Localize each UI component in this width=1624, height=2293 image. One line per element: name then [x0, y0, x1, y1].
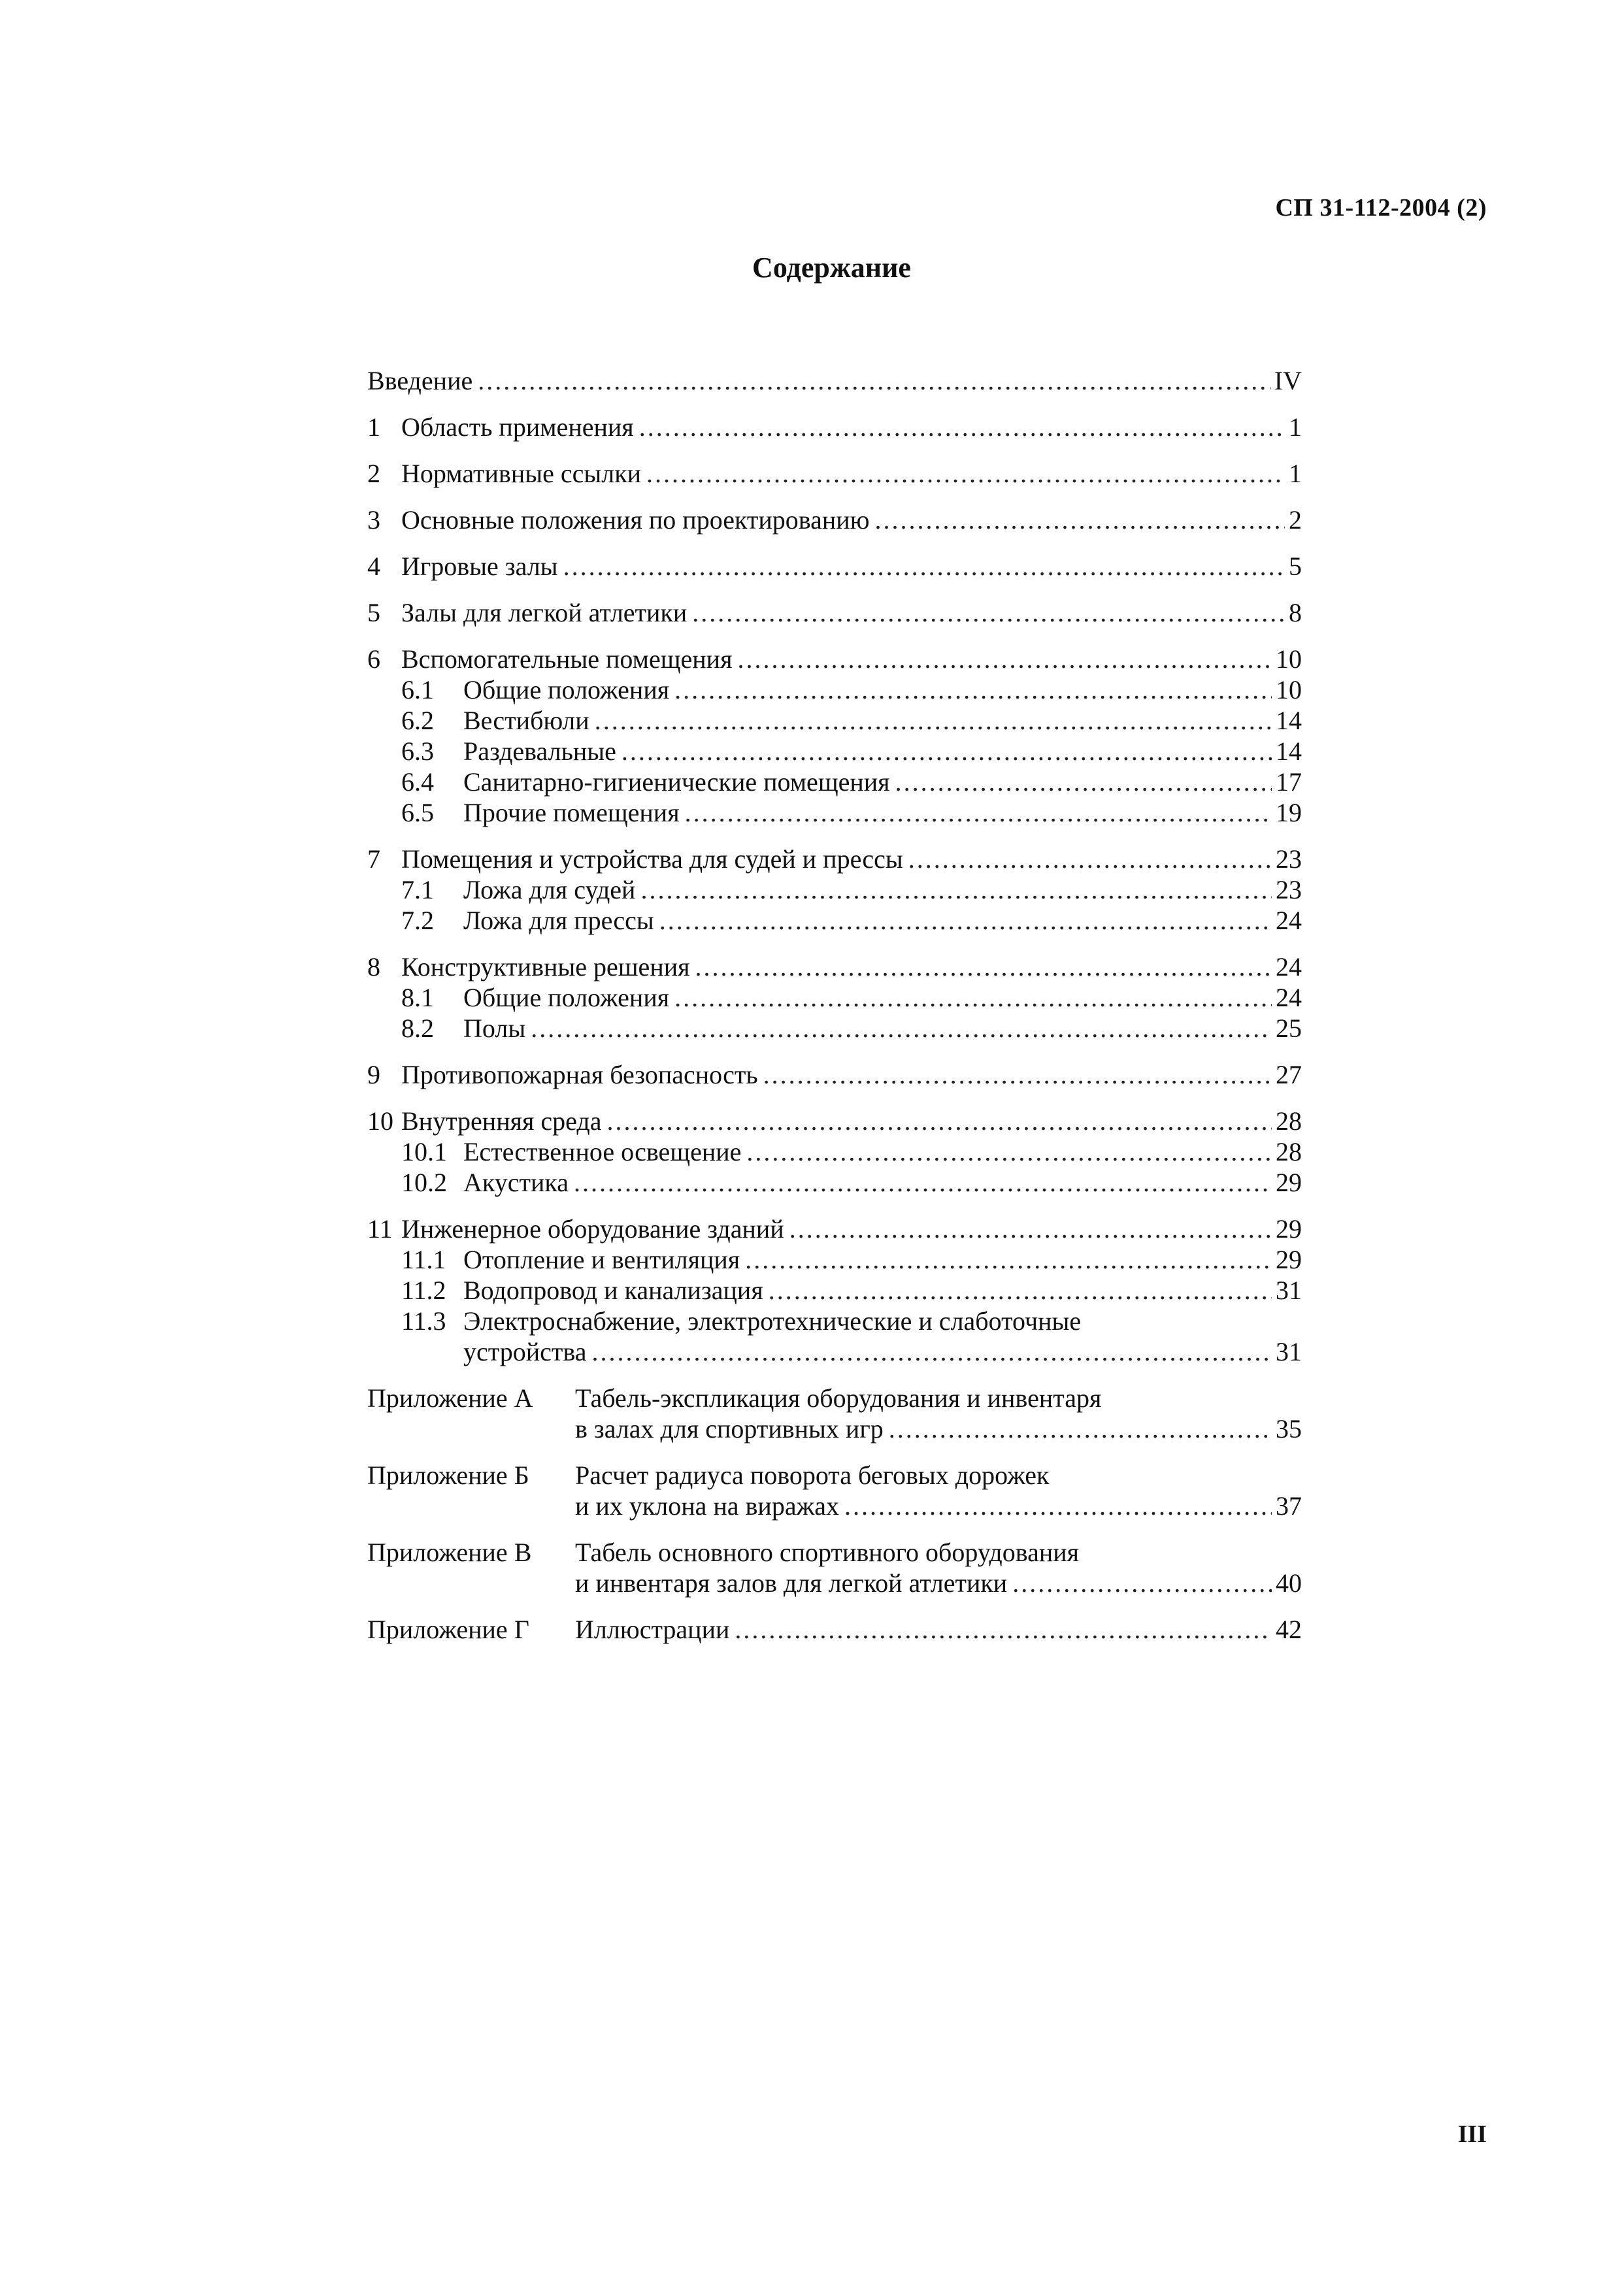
leader-dots [659, 905, 1272, 936]
toc-title: Внутренняя среда [401, 1106, 602, 1136]
toc-entry-1[interactable] [367, 412, 1302, 442]
toc-page: 24 [1276, 952, 1302, 982]
toc-number: 6.3 [401, 736, 434, 766]
toc-title: и их уклона на виражах [575, 1491, 839, 1521]
toc-title: Нормативные ссылки [401, 459, 642, 488]
toc-title: Залы для легкой атлетики [401, 598, 688, 627]
toc-title: Общие положения [463, 675, 670, 704]
toc-entry-10-2[interactable] [367, 1167, 1302, 1198]
toc-entry-7-1[interactable] [367, 874, 1302, 905]
toc-title: в залах для спортивных игр [575, 1414, 884, 1443]
toc-number: 11 [367, 1214, 393, 1244]
toc-page: 2 [1289, 505, 1302, 535]
leader-dots [639, 412, 1285, 442]
toc-number: 4 [367, 552, 380, 581]
toc-number: 7.2 [401, 906, 434, 935]
toc-number: 8 [367, 952, 380, 982]
toc-page: 24 [1276, 983, 1302, 1012]
leader-dots [1012, 1568, 1272, 1598]
toc-number: 11.3 [401, 1306, 446, 1336]
toc-entry-6-5[interactable] [367, 797, 1302, 828]
toc-title: Ложа для судей [463, 875, 636, 904]
leader-dots [746, 1136, 1272, 1167]
toc-page: 24 [1276, 906, 1302, 935]
toc-entry-6-3[interactable] [367, 736, 1302, 767]
toc-number: 10.2 [401, 1168, 447, 1197]
toc-number: 11.2 [401, 1276, 446, 1305]
toc-title: Водопровод и канализация [463, 1276, 763, 1305]
toc-entry-6-1[interactable] [367, 674, 1302, 705]
toc-page: 5 [1289, 552, 1302, 581]
toc-title: Раздевальные [463, 736, 616, 766]
leader-dots [889, 1413, 1272, 1444]
toc-page: 29 [1276, 1168, 1302, 1197]
toc-page: 35 [1276, 1414, 1302, 1443]
toc-title: и инвентаря залов для легкой атлетики [575, 1568, 1008, 1598]
toc-title: Прочие помещения [463, 798, 680, 827]
toc-number: 7 [367, 844, 380, 874]
toc-page: 28 [1276, 1137, 1302, 1166]
toc-entry-11[interactable] [367, 1213, 1302, 1244]
toc-page: 10 [1276, 675, 1302, 704]
toc-title: Игровые залы [401, 552, 558, 581]
appendix-label: Приложение Г [367, 1615, 529, 1644]
leader-dots [695, 951, 1272, 982]
appendix-label: Приложение Б [367, 1460, 529, 1490]
toc-title: Общие положения [463, 983, 670, 1012]
toc-number: 8.1 [401, 983, 434, 1012]
toc-entry-10-1[interactable] [367, 1136, 1302, 1167]
toc-number: 9 [367, 1060, 380, 1089]
leader-dots [674, 674, 1272, 705]
toc-entry-11-2[interactable] [367, 1275, 1302, 1306]
toc-entry-8-1[interactable] [367, 982, 1302, 1013]
toc-entry-5[interactable] [367, 597, 1302, 628]
toc-page: 29 [1276, 1214, 1302, 1244]
toc-entry-9[interactable] [367, 1059, 1302, 1090]
leader-dots [844, 1491, 1272, 1521]
toc-number: 5 [367, 598, 380, 627]
toc-page: 23 [1276, 844, 1302, 874]
toc-entry-10[interactable] [367, 1106, 1302, 1136]
toc-number: 6.1 [401, 675, 434, 704]
appendix-label: Приложение А [367, 1383, 533, 1413]
toc-entry-6[interactable] [367, 644, 1302, 674]
leader-dots [595, 705, 1272, 736]
toc-number: 11.1 [401, 1245, 446, 1274]
toc-number: 6 [367, 644, 380, 674]
leader-dots [908, 844, 1272, 874]
toc-title: Иллюстрации [575, 1615, 730, 1644]
toc-page: 14 [1276, 706, 1302, 735]
toc-entry-appendix-b[interactable] [367, 1460, 1302, 1491]
toc-page: 31 [1276, 1276, 1302, 1305]
toc-title: Вестибюли [463, 706, 589, 735]
toc-entry-8[interactable] [367, 951, 1302, 982]
toc-page: 37 [1276, 1491, 1302, 1521]
leader-dots [574, 1167, 1272, 1198]
toc-entry-appendix-v-continued[interactable] [367, 1568, 1302, 1598]
toc-title: Основные положения по проектированию [401, 505, 870, 535]
leader-dots [789, 1213, 1272, 1244]
toc-number: 6.2 [401, 706, 434, 735]
appendix-label: Приложение В [367, 1538, 532, 1567]
toc-number: 1 [367, 412, 380, 442]
toc-entry-6-2[interactable] [367, 705, 1302, 736]
toc-title: Введение [367, 366, 473, 395]
toc-entry-4[interactable] [367, 551, 1302, 582]
toc-title: Табель основного спортивного оборудования [575, 1538, 1080, 1567]
toc-page: 19 [1276, 798, 1302, 827]
toc-number: 6.4 [401, 767, 434, 797]
toc-entry-intro[interactable] [367, 365, 1302, 396]
toc-title: Акустика [463, 1168, 569, 1197]
toc-entry-appendix-v[interactable] [367, 1537, 1302, 1568]
toc-page: 1 [1289, 412, 1302, 442]
toc-number: 8.2 [401, 1014, 434, 1043]
toc-title: Вспомогательные помещения [401, 644, 733, 674]
toc-entry-11-3-continued[interactable] [367, 1336, 1302, 1367]
leader-dots [640, 874, 1272, 905]
toc-page: 42 [1276, 1615, 1302, 1644]
toc-title: Область применения [401, 412, 634, 442]
leader-dots [563, 551, 1285, 582]
leader-dots [646, 458, 1285, 489]
toc-entry-3[interactable] [367, 504, 1302, 535]
toc-entry-8-2[interactable] [367, 1013, 1302, 1044]
leader-dots [478, 365, 1270, 396]
toc-entry-11-1[interactable] [367, 1244, 1302, 1275]
toc-entry-7[interactable] [367, 844, 1302, 874]
toc-page: 8 [1289, 598, 1302, 627]
leader-dots [674, 982, 1272, 1013]
toc-title: Инженерное оборудование зданий [401, 1214, 784, 1244]
toc-entry-appendix-g[interactable] [367, 1614, 1302, 1645]
toc-page: 25 [1276, 1014, 1302, 1043]
document-code: СП 31-112-2004 (2) [1275, 194, 1487, 222]
toc-number: 3 [367, 505, 380, 535]
leader-dots [769, 1275, 1272, 1306]
toc-entry-7-2[interactable] [367, 905, 1302, 936]
toc-number: 6.5 [401, 798, 434, 827]
leader-dots [685, 797, 1272, 828]
toc-number: 10.1 [401, 1137, 447, 1166]
leader-dots [591, 1336, 1272, 1367]
toc-title: Табель-экспликация оборудования и инвентаря [575, 1383, 1102, 1413]
leader-dots [735, 1614, 1272, 1645]
toc-entry-appendix-a[interactable] [367, 1383, 1302, 1413]
leader-dots [763, 1059, 1272, 1090]
leader-dots [875, 504, 1285, 535]
toc-title: Помещения и устройства для судей и прессы [401, 844, 903, 874]
toc-entry-appendix-a-continued[interactable] [367, 1413, 1302, 1444]
toc-page: 23 [1276, 875, 1302, 904]
leader-dots [895, 767, 1272, 797]
leader-dots [745, 1244, 1272, 1275]
leader-dots [737, 644, 1272, 674]
toc-entry-2[interactable] [367, 458, 1302, 489]
page-number: III [1457, 2120, 1487, 2148]
toc-title: Отопление и вентиляция [463, 1245, 740, 1274]
toc-page: 14 [1276, 736, 1302, 766]
leader-dots [692, 597, 1285, 628]
toc-title: устройства [463, 1337, 587, 1366]
toc-number: 7.1 [401, 875, 434, 904]
leader-dots [607, 1106, 1272, 1136]
toc-page: 31 [1276, 1337, 1302, 1366]
toc-title: Естественное освещение [463, 1137, 742, 1166]
toc-number: 2 [367, 459, 380, 488]
toc-title: Ложа для прессы [463, 906, 654, 935]
toc-number: 10 [367, 1106, 393, 1136]
toc-title: Электроснабжение, электротехнические и слаботочные [463, 1306, 1082, 1336]
toc-title: Противопожарная безопасность [401, 1060, 758, 1089]
leader-dots [621, 736, 1272, 767]
toc-entry-6-4[interactable] [367, 767, 1302, 797]
page-title: Содержание [752, 252, 911, 284]
leader-dots [531, 1013, 1272, 1044]
toc-page: 28 [1276, 1106, 1302, 1136]
table-of-contents [367, 365, 1302, 1645]
toc-page: 10 [1276, 644, 1302, 674]
toc-page: 17 [1276, 767, 1302, 797]
toc-title: Расчет радиуса поворота беговых дорожек [575, 1460, 1050, 1490]
toc-page: IV [1274, 366, 1302, 395]
toc-page: 29 [1276, 1245, 1302, 1274]
toc-title: Санитарно-гигиенические помещения [463, 767, 890, 797]
toc-title: Полы [463, 1014, 526, 1043]
toc-entry-appendix-b-continued[interactable] [367, 1491, 1302, 1521]
toc-page: 27 [1276, 1060, 1302, 1089]
toc-page: 40 [1276, 1568, 1302, 1598]
toc-title: Конструктивные решения [401, 952, 690, 982]
toc-page: 1 [1289, 459, 1302, 488]
toc-entry-11-3[interactable] [367, 1306, 1302, 1336]
